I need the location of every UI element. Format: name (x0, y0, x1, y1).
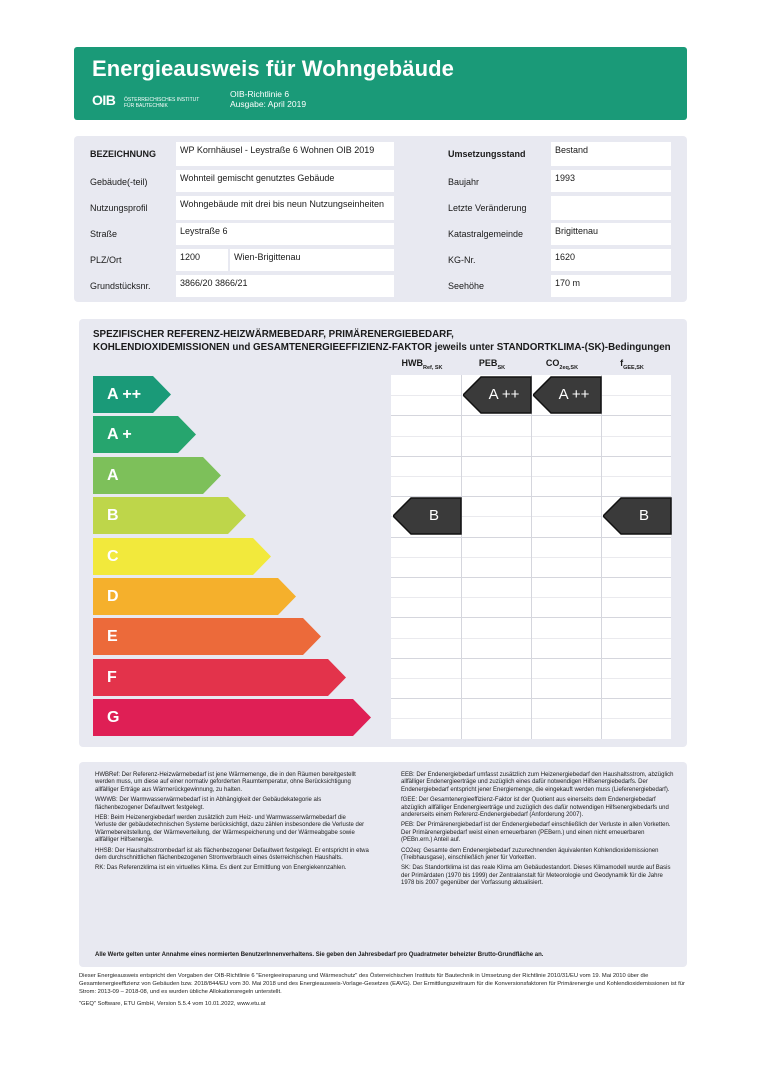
bezeichnung-label: BEZEICHNUNG (90, 149, 157, 159)
rating-marker-label: B (428, 507, 439, 525)
rating-grid (391, 375, 671, 739)
grundstueck-value: 3866/20 3866/21 (176, 275, 394, 297)
col-head-peb: $PEB_{SK}$ (478, 358, 506, 371)
col-head-hwb: $HWB_{Ref, SK}$ (401, 358, 443, 371)
class-arrow-label: F (107, 668, 117, 686)
class-arrow-label: A + (107, 426, 132, 444)
bezeichnung-value: WP Kornhäusel - Leystraße 6 Wohnen OIB 2019 (176, 142, 394, 166)
scale-title (93, 328, 671, 354)
header-meta (230, 89, 306, 109)
seehoehe-value: 170 m (551, 275, 671, 297)
class-arrow-9 (93, 699, 371, 737)
class-arrow-label: E (107, 628, 118, 646)
rating-marker-label: A ++ (488, 386, 520, 403)
veraenderung-value (551, 196, 671, 220)
oib-logo: OIB (92, 92, 116, 108)
nutzungsprofil-label: Nutzungsprofil (90, 203, 148, 213)
footer-text: Dieser Energieausweis entspricht den Vorgaben der OIB-Richtlinie 6 "Energieeinsparung und Wärmeschutz" des Österreichischen Instituts für Bautechnik in Umsetzung der Richtlinie 2010/31/EU vom 19. Mai 2010 über die Gesamtenergieeffizienz von Gebäuden bzw. 2018/844/EU vom 30. Mai 2018 und des Energieausweis-Vorlage-Gesetzes (EAVG). Der Ermittlungszeitraum für die Konversionsfaktoren für Primärenergie und Kohlendioxidemissionen ist für Strom: 2013-09 – 2018-08, und es wurden übliche Allokationsregeln unterstellt. (79, 973, 685, 995)
rating-marker-hwb (393, 497, 463, 535)
veraenderung-label: Letzte Veränderung (448, 203, 527, 213)
class-arrow-5 (93, 538, 271, 576)
class-arrow-3 (93, 457, 221, 495)
class-arrow-6 (93, 578, 296, 616)
definitions-footnote: Alle Werte gelten unter Annahme eines normierten BenutzerInnenverhaltens. Sie geben den Jahresbedarf pro Quadratmeter beheizter Brutto-Grundfläche an. (95, 952, 544, 958)
rating-marker-fgee (603, 497, 673, 535)
ort-value: Wien-Brigittenau (230, 249, 394, 271)
def-eeb: EEB: Der Endenergiebedarf umfasst zusätzlich zum Heizenergiebedarf den Haushaltsstrom, abzüglich allfälliger Endenergieerträge und zuzüglich eines dafür notwendigen Hilfsenergiebedarfs. Der Endenergiebedarf entspricht jener Energiemenge, die eingekauft werden muss (Lieferenergiebedarf). (401, 772, 674, 793)
class-arrow-label: G (107, 709, 120, 727)
energy-scale-panel (79, 319, 687, 747)
definitions-right (401, 772, 675, 891)
class-arrow-2 (93, 416, 196, 454)
gebaeudeteil-label: Gebäude(-teil) (90, 177, 148, 187)
def-fgee: fGEE: Der Gesamtenergieeffizienz-Faktor ist der Quotient aus einerseits dem Endenergiebedarf abzüglich allfälliger Endenergieerträge und zuzüglich des dafür notwendigen Hilfsenergiebedarfs und andererseits einem Referenz-Endenergiebedarf (Anforderung 2007). (401, 797, 669, 819)
def-rk: RK: Das Referenzklima ist ein virtuelles Klima. Es dient zur Ermittlung von Energiekennzahlen. (95, 865, 347, 872)
def-peb: PEB: Der Primärenergiebedarf ist der Endenergiebedarf einschließlich der Verluste in allen Vorketten. Der Primärenergiebedarf weist einen erneuerbaren (PEBern.) und einen nicht erneuerbaren (PEBn.ern.) Anteil auf. (401, 822, 671, 844)
def-hhsb: HHSB: Der Haushaltsstrombedarf ist als flächenbezogener Defaultwert festgelegt. Er entspricht in etwa dem durchschnittlichen flächenbezogenen Stromverbrauch eines österreichischen Haushalts. (95, 847, 369, 862)
class-arrow-label: D (107, 588, 119, 605)
class-arrow-7 (93, 618, 321, 656)
class-arrow-label: B (107, 507, 119, 525)
baujahr-label: Baujahr (448, 177, 480, 187)
col-head-fgee: $f_{GEE,SK}$ (620, 358, 644, 371)
baujahr-value: 1993 (551, 170, 671, 192)
col-head-co2: $CO_{2eq,SK}$ (545, 358, 579, 371)
header-banner (74, 47, 687, 120)
software-credit: "GEQ" Software, ETU GmbH, Version 5.5.4 vom 10.01.2022, www.etu.at (79, 1001, 266, 1007)
rating-marker-label: B (638, 507, 649, 525)
def-heb: HEB: Beim Heizenergiebedarf werden zusätzlich zum Heiz- und Warmwasserwärmebedarf die Verluste der gebäudetechnischen Systeme berücksichtigt, dazu zählen insbesondere die Verluste der Wärmebereitstellung, der Wärmeverteilung, der Wärmespeicherung und der Wärmeabgabe sowie allfälliger Hilfsenergie. (95, 815, 365, 844)
seehoehe-label: Seehöhe (448, 281, 485, 291)
def-sk: SK: Das Standortklima ist das reale Klima am Gebäudestandort. Dieses Klimamodell wurde auf Basis der Primärdaten (1970 bis 1999) der Zentralanstalt für Meteorologie und Geodynamik für die Jahre 1978 bis 2007 gegenüber der Vorfassung aktualisiert. (401, 865, 671, 887)
strasse-label: Straße (90, 229, 118, 239)
richtlinie-text: OIB-Richtlinie 6 (230, 89, 290, 99)
grundstueck-label: Grundstücksnr. (90, 281, 151, 291)
ausgabe-text: Ausgabe: April 2019 (230, 99, 307, 109)
rating-marker-label: A ++ (558, 386, 590, 403)
def-hwb: HWBRef: Der Referenz-Heizwärmebedarf ist jene Wärmemenge, die in den Räumen bereitgestellt werden muss, um diese auf einer normativ geforderten Raumtemperatur, ohne Berücksichtigung allfälliger Erträge aus Wärmerückgewinnung, zu halten. (95, 772, 356, 793)
plzort-label: PLZ/Ort (90, 255, 122, 265)
class-arrow-8 (93, 659, 346, 697)
definitions-panel (79, 762, 687, 967)
rating-marker-peb (463, 376, 533, 414)
class-arrow-1 (93, 376, 171, 414)
nutzungsprofil-value: Wohngebäude mit drei bis neun Nutzungseinheiten (176, 196, 394, 220)
document-title: Energieausweis für Wohngebäude (92, 56, 454, 81)
building-info-panel (74, 136, 687, 302)
plz-value: 1200 (176, 249, 228, 271)
def-co2: CO2eq: Gesamte dem Endenergiebedarf zuzurechnenden äquivalenten Kohlendioxidemissionen (Treibhausgase), einschließlich jener für Vorketten. (401, 847, 659, 862)
oib-logo-subtitle: ÖSTERREICHISCHES INSTITUT FÜR BAUTECHNIK (124, 97, 200, 109)
kgnr-label: KG-Nr. (448, 255, 476, 265)
katastral-label: Katastralgemeinde (448, 229, 524, 239)
scale-title-line2: KOHLENDIOXIDEMISSIONEN und GESAMTENERGIEEFFIZIENZ-FAKTOR jeweils unter STANDORTKLIMA-(SK)-Bedingungen (93, 342, 671, 353)
umsetzung-value: Bestand (551, 142, 671, 166)
strasse-value: Leystraße 6 (176, 223, 394, 245)
katastral-value: Brigittenau (551, 223, 671, 245)
scale-title-line1: SPEZIFISCHER REFERENZ-HEIZWÄRMEBEDARF, PRIMÄRENERGIEBEDARF, (93, 329, 454, 340)
rating-marker-co2 (533, 376, 603, 414)
kgnr-value: 1620 (551, 249, 671, 271)
class-arrow-label: A ++ (107, 386, 142, 403)
class-arrow-4 (93, 497, 246, 535)
class-arrow-label: C (107, 547, 119, 565)
class-arrow-label: A (107, 466, 119, 484)
umsetzung-label: Umsetzungsstand (448, 149, 526, 159)
def-wwwb: WWWB: Der Warmwasserwärmebedarf ist in Abhängigkeit der Gebäudekategorie als flächenbezogener Defaultwert festgelegt. (95, 797, 322, 811)
definitions-left (95, 772, 369, 876)
gebaeudeteil-value: Wohnteil gemischt genutztes Gebäude (176, 170, 394, 192)
